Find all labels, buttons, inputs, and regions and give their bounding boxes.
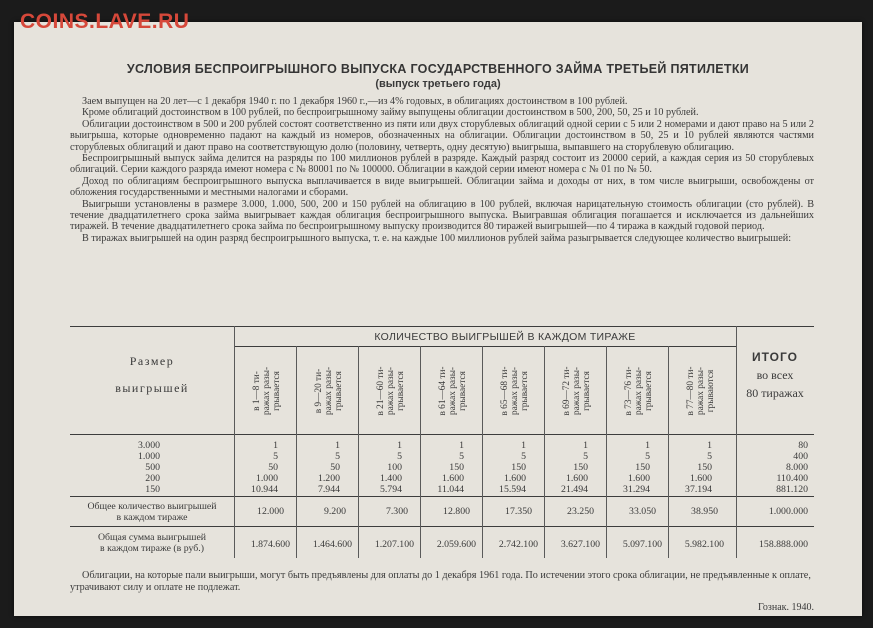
table-rule bbox=[70, 326, 814, 327]
itogo-line: ИТОГО bbox=[752, 350, 798, 364]
column-header-text: в 69—72 ти- ражах разы- грывается bbox=[562, 366, 592, 416]
table-rule bbox=[234, 346, 736, 347]
count-row-label bbox=[70, 501, 234, 523]
size-cell: 1.000 bbox=[137, 451, 160, 462]
size-cell: 150 bbox=[145, 484, 160, 495]
document-subtitle: (выпуск третьего года) bbox=[375, 78, 501, 90]
count-cell: 1 bbox=[273, 440, 278, 451]
count-cell: 50 bbox=[330, 462, 340, 473]
count-cell: 50 bbox=[268, 462, 278, 473]
draw-count-cell: 12.000 bbox=[257, 506, 284, 517]
count-cell: 5 bbox=[707, 451, 712, 462]
count-cell: 1.600 bbox=[565, 473, 588, 484]
draw-count-cell: 12.800 bbox=[443, 506, 470, 517]
draw-sum-cell: 1.207.100 bbox=[374, 539, 414, 550]
draw-sum-cell: 5.982.100 bbox=[684, 539, 724, 550]
count-cell: 10.944 bbox=[251, 484, 278, 495]
size-cell: 3.000 bbox=[137, 440, 160, 451]
table-rule bbox=[544, 346, 545, 558]
count-cell: 5 bbox=[397, 451, 402, 462]
count-cell: 1.600 bbox=[441, 473, 464, 484]
header-group-label: КОЛИЧЕСТВО ВЫИГРЫШЕЙ В КАЖДОМ ТИРАЖЕ bbox=[374, 331, 636, 343]
total-cell: 110.400 bbox=[776, 473, 808, 484]
column-header bbox=[362, 349, 420, 433]
sum-label-line: Общая сумма выигрышей bbox=[97, 532, 207, 543]
draw-sum-cell: 3.627.100 bbox=[560, 539, 600, 550]
itogo-line: 80 тиражах bbox=[746, 386, 804, 400]
razmer-line: Размер bbox=[129, 354, 175, 368]
column-header bbox=[238, 349, 296, 433]
column-header-text: в 77—80 ти- ражах разы- грываются bbox=[686, 366, 716, 416]
count-cell: 1.200 bbox=[317, 473, 340, 484]
total-cell: 400 bbox=[793, 451, 808, 462]
bond-document bbox=[14, 22, 862, 616]
count-label-line: Общее количество выигрышей bbox=[87, 501, 217, 512]
draw-sum-cell: 5.097.100 bbox=[622, 539, 662, 550]
paragraph: Кроме облигаций достоинством в 100 рублей, по беспроигрышному займу выпущены облигации достоинством в 500, 200, 50, 25 и 10 рублей. bbox=[82, 107, 699, 119]
draw-sum-cell: 1.874.600 bbox=[250, 539, 290, 550]
paragraph: Доход по облигациям беспроигрышного выпуска выплачивается в виде выигрышей. Облигации займа и доходы от них, в том числе выигрыши, освобождены от обложения государственными и местными налогами и сборами. bbox=[70, 175, 814, 199]
count-total-cell: 1.000.000 bbox=[768, 506, 808, 517]
sum-label-line: в каждом тираже (в руб.) bbox=[100, 543, 204, 554]
paragraph: Выигрыши установлены в размере 3.000, 1.000, 500, 200 и 150 рублей на облигацию в 100 рублей, включая нарицательную стоимость облигации (сто рублей). В течение двадцатилетнего срока займа выигрывает каждая облигация беспроигрышного выпуска. Выигравшая облигация погашается и исключается из дальнейших тиражей. В течение двадцатилетнего срока займа по беспроигрышному выпуску производится 80 тиражей выигрышей—по 4 тиража в каждый годовой период. bbox=[70, 198, 814, 233]
column-header-text: в 65—68 ти- ражах разы- грывается bbox=[500, 366, 530, 416]
sum-row-label bbox=[70, 532, 234, 554]
table-rule bbox=[668, 346, 669, 558]
count-cell: 1.600 bbox=[689, 473, 712, 484]
count-cell: 5 bbox=[583, 451, 588, 462]
total-cell: 881.120 bbox=[776, 484, 808, 495]
count-cell: 31.294 bbox=[623, 484, 650, 495]
draw-sum-cell: 1.464.600 bbox=[312, 539, 352, 550]
count-cell: 5 bbox=[459, 451, 464, 462]
count-cell: 7.944 bbox=[317, 484, 340, 495]
column-header bbox=[548, 349, 606, 433]
count-cell: 1.000 bbox=[255, 473, 278, 484]
winnings-table bbox=[70, 326, 814, 558]
count-cell: 11.044 bbox=[437, 484, 464, 495]
table-rule bbox=[482, 346, 483, 558]
count-cell: 1 bbox=[583, 440, 588, 451]
count-cell: 5.794 bbox=[379, 484, 402, 495]
total-cell: 8.000 bbox=[785, 462, 808, 473]
document-title: УСЛОВИЯ БЕСПРОИГРЫШНОГО ВЫПУСКА ГОСУДАРСТВЕННОГО ЗАЙМА ТРЕТЬЕЙ ПЯТИЛЕТКИ bbox=[126, 62, 750, 76]
count-cell: 21.494 bbox=[561, 484, 588, 495]
count-cell: 150 bbox=[449, 462, 464, 473]
size-cell: 200 bbox=[145, 473, 160, 484]
razmer-header bbox=[70, 348, 234, 402]
count-cell: 1 bbox=[521, 440, 526, 451]
column-header-text: в 73—76 ти- ражах разы- грывается bbox=[624, 366, 654, 416]
draw-sum-cell: 2.742.100 bbox=[498, 539, 538, 550]
column-header bbox=[300, 349, 358, 433]
count-cell: 150 bbox=[511, 462, 526, 473]
table-rule bbox=[606, 346, 607, 558]
count-cell: 1 bbox=[397, 440, 402, 451]
count-cell: 5 bbox=[521, 451, 526, 462]
table-rule bbox=[234, 326, 235, 558]
printer-mark: Гознак. 1940. bbox=[757, 602, 814, 613]
paragraph: Заем выпущен на 20 лет—с 1 декабря 1940 г. по 1 декабря 1960 г.,—из 4% годовых, в облигациях достоинством в 100 рублей. bbox=[82, 96, 628, 107]
count-cell: 5 bbox=[273, 451, 278, 462]
count-cell: 1 bbox=[645, 440, 650, 451]
count-cell: 15.594 bbox=[499, 484, 526, 495]
count-label-line: в каждом тираже bbox=[116, 512, 188, 523]
draw-count-cell: 23.250 bbox=[567, 506, 594, 517]
column-header-text: в 61—64 ти- ражах разы- грывается bbox=[438, 366, 468, 416]
total-cell: 80 bbox=[798, 440, 808, 451]
footer-note bbox=[70, 570, 814, 594]
count-cell: 1.400 bbox=[379, 473, 402, 484]
size-cell: 500 bbox=[145, 462, 160, 473]
table-rule bbox=[70, 526, 814, 527]
draw-count-cell: 33.050 bbox=[629, 506, 656, 517]
count-cell: 1.600 bbox=[627, 473, 650, 484]
column-header-text: в 21—60 ти- ражах разы- грывается bbox=[376, 366, 406, 416]
paragraph: Облигации достоинством в 500 и 200 рублей состоят соответственно из пяти или двух сторублевых облигаций одной серии с 5 или 2 номерами и дают право на 5 или 2 выигрыша, которые одновременно падают на каждый из номеров, обозначенных на облигации. Облигации достоинством в 50, 25 и 10 рублей являются частями сторублевых облигаций и дают право на соответствующую долю (половину, четверть, одну десятую) выигрыша, выпавшего на сторублевую облигацию. bbox=[70, 118, 814, 153]
table-rule bbox=[70, 434, 814, 435]
count-cell: 1.600 bbox=[503, 473, 526, 484]
paragraph: В тиражах выигрышей на один разряд беспроигрышного выпуска, т. е. на каждые 100 миллионов рублей займа разыгрывается следующее количество выигрышей: bbox=[82, 232, 792, 244]
footer-text: Облигации, на которые пали выигрыши, могут быть предъявлены для оплаты до 1 декабря 1961 года. По истечении этого срока облигации, не предъявленные к оплате, утрачивают силу и оплате не подлежат. bbox=[70, 570, 811, 593]
table-rule bbox=[420, 346, 421, 558]
count-cell: 5 bbox=[335, 451, 340, 462]
itogo-header bbox=[736, 348, 814, 402]
razmer-line: выигрышей bbox=[115, 381, 189, 395]
paragraph: Беспроигрышный выпуск займа делится на разряды по 100 миллионов рублей в разряде. Каждый разряд состоит из 20000 серий, а каждая серия из 50 сторублевых облигаций. Серии каждого разряда имеют номера с № 80001 по № 100000. Облигации в каждой серии имеют номера с № 01 по № 50. bbox=[70, 153, 814, 176]
column-header bbox=[610, 349, 668, 433]
column-header-text: в 1—8 ти- ражах разы- грывается bbox=[252, 366, 282, 416]
count-cell: 1 bbox=[335, 440, 340, 451]
watermark: COINS.LAVE.RU bbox=[20, 10, 190, 33]
conditions-text bbox=[70, 96, 814, 244]
count-cell: 37.194 bbox=[685, 484, 712, 495]
sum-total-cell: 158.888.000 bbox=[759, 539, 808, 550]
count-cell: 150 bbox=[635, 462, 650, 473]
count-cell: 100 bbox=[387, 462, 402, 473]
count-cell: 1 bbox=[459, 440, 464, 451]
draw-count-cell: 9.200 bbox=[323, 506, 346, 517]
table-rule bbox=[358, 346, 359, 558]
column-header bbox=[672, 349, 730, 433]
draw-count-cell: 38.950 bbox=[691, 506, 718, 517]
draw-count-cell: 17.350 bbox=[505, 506, 532, 517]
count-cell: 150 bbox=[573, 462, 588, 473]
count-cell: 1 bbox=[707, 440, 712, 451]
count-cell: 150 bbox=[697, 462, 712, 473]
count-cell: 5 bbox=[645, 451, 650, 462]
column-header bbox=[424, 349, 482, 433]
column-header-text: в 9—20 ти- ражах разы- грывается bbox=[314, 366, 344, 416]
draw-count-cell: 7.300 bbox=[385, 506, 408, 517]
itogo-line: во всех bbox=[756, 368, 794, 382]
table-rule bbox=[70, 496, 814, 497]
column-header bbox=[486, 349, 544, 433]
draw-sum-cell: 2.059.600 bbox=[436, 539, 476, 550]
table-rule bbox=[296, 346, 297, 558]
